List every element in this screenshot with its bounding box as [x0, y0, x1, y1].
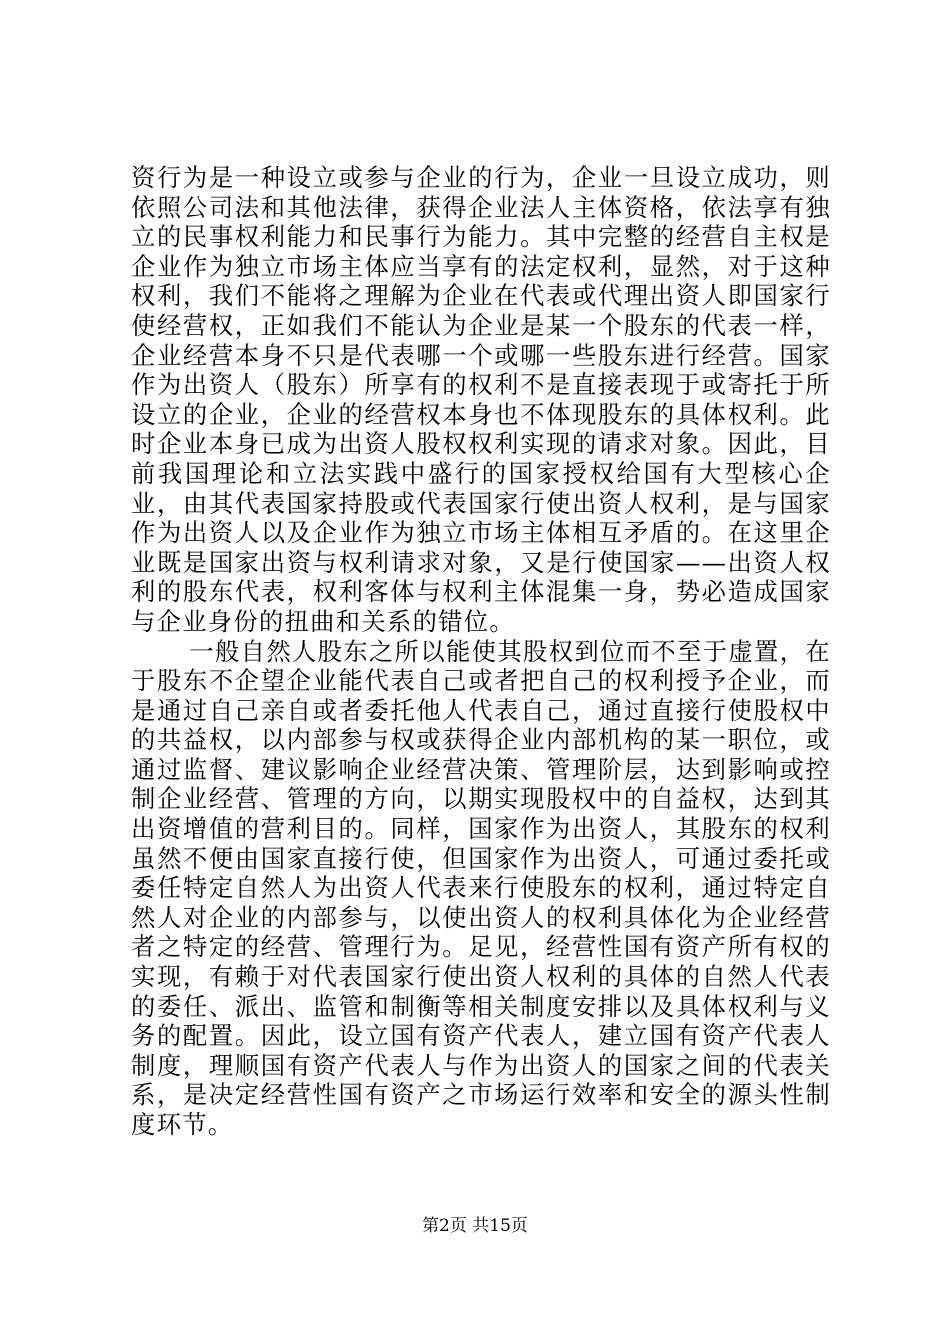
paragraph-1: 资行为是一种设立或参与企业的行为，企业一旦设立成功，则依照公司法和其他法律，获得企业法人主体资格，依法享有独立的民事权利能力和民事行为能力。其中完整的经营自主权是企业作为独立市场主体应当享有的法定权利，显然，对于这种权利，我们不能将之理解为企业在代表或代理出资人即国家行使经营权，正如我们不能认为企业是某一个股东的代表一样，企业经营本身不只是代表哪一个或哪一些股东进行经营。国家作为出资人（股东）所享有的权利不是直接表现于或寄托于所设立的企业，企业的经营权本身也不体现股东的具体权利。此时企业本身已成为出资人股权权利实现的请求对象。因此，目前我国理论和立法实践中盛行的国家授权给国有大型核心企业，由其代表国家持股或代表国家行使出资人权利，是与国家作为出资人以及企业作为独立市场主体相互矛盾的。在这里企业既是国家出资与权利请求对象，又是行使国家——出资人权利的股东代表，权利客体与权利主体混集一身，势必造成国家与企业身份的扭曲和关系的错位。 [131, 163, 831, 636]
document-body [131, 163, 831, 1140]
paragraph-2: 一般自然人股东之所以能使其股权到位而不至于虚置，在于股东不企望企业能代表自己或者把自己的权利授予企业，而是通过自己亲自或者委托他人代表自己，通过直接行使股权中的共益权，以内部参与权或获得企业内部机构的某一职位，或通过监督、建议影响企业经营决策、管理阶层，达到影响或控制企业经营、管理的方向，以期实现股权中的自益权，达到其出资增值的营利目的。同样，国家作为出资人，其股东的权利虽然不便由国家直接行使，但国家作为出资人，可通过委托或委任特定自然人为出资人代表来行使股东的权利，通过特定自然人对企业的内部参与，以使出资人的权利具体化为企业经营者之特定的经营、管理行为。足见，经营性国有资产所有权的实现，有赖于对代表国家行使出资人权利的具体的自然人代表的委任、派出、监管和制衡等相关制度安排以及具体权利与义务的配置。因此，设立国有资产代表人，建立国有资产代表人制度，理顺国有资产代表人与作为出资人的国家之间的代表关系，是决定经营性国有资产之市场运行效率和安全的源头性制度环节。 [131, 636, 831, 1139]
page-footer [0, 1215, 950, 1237]
page-number: 第2页 共15页 [422, 1216, 528, 1236]
